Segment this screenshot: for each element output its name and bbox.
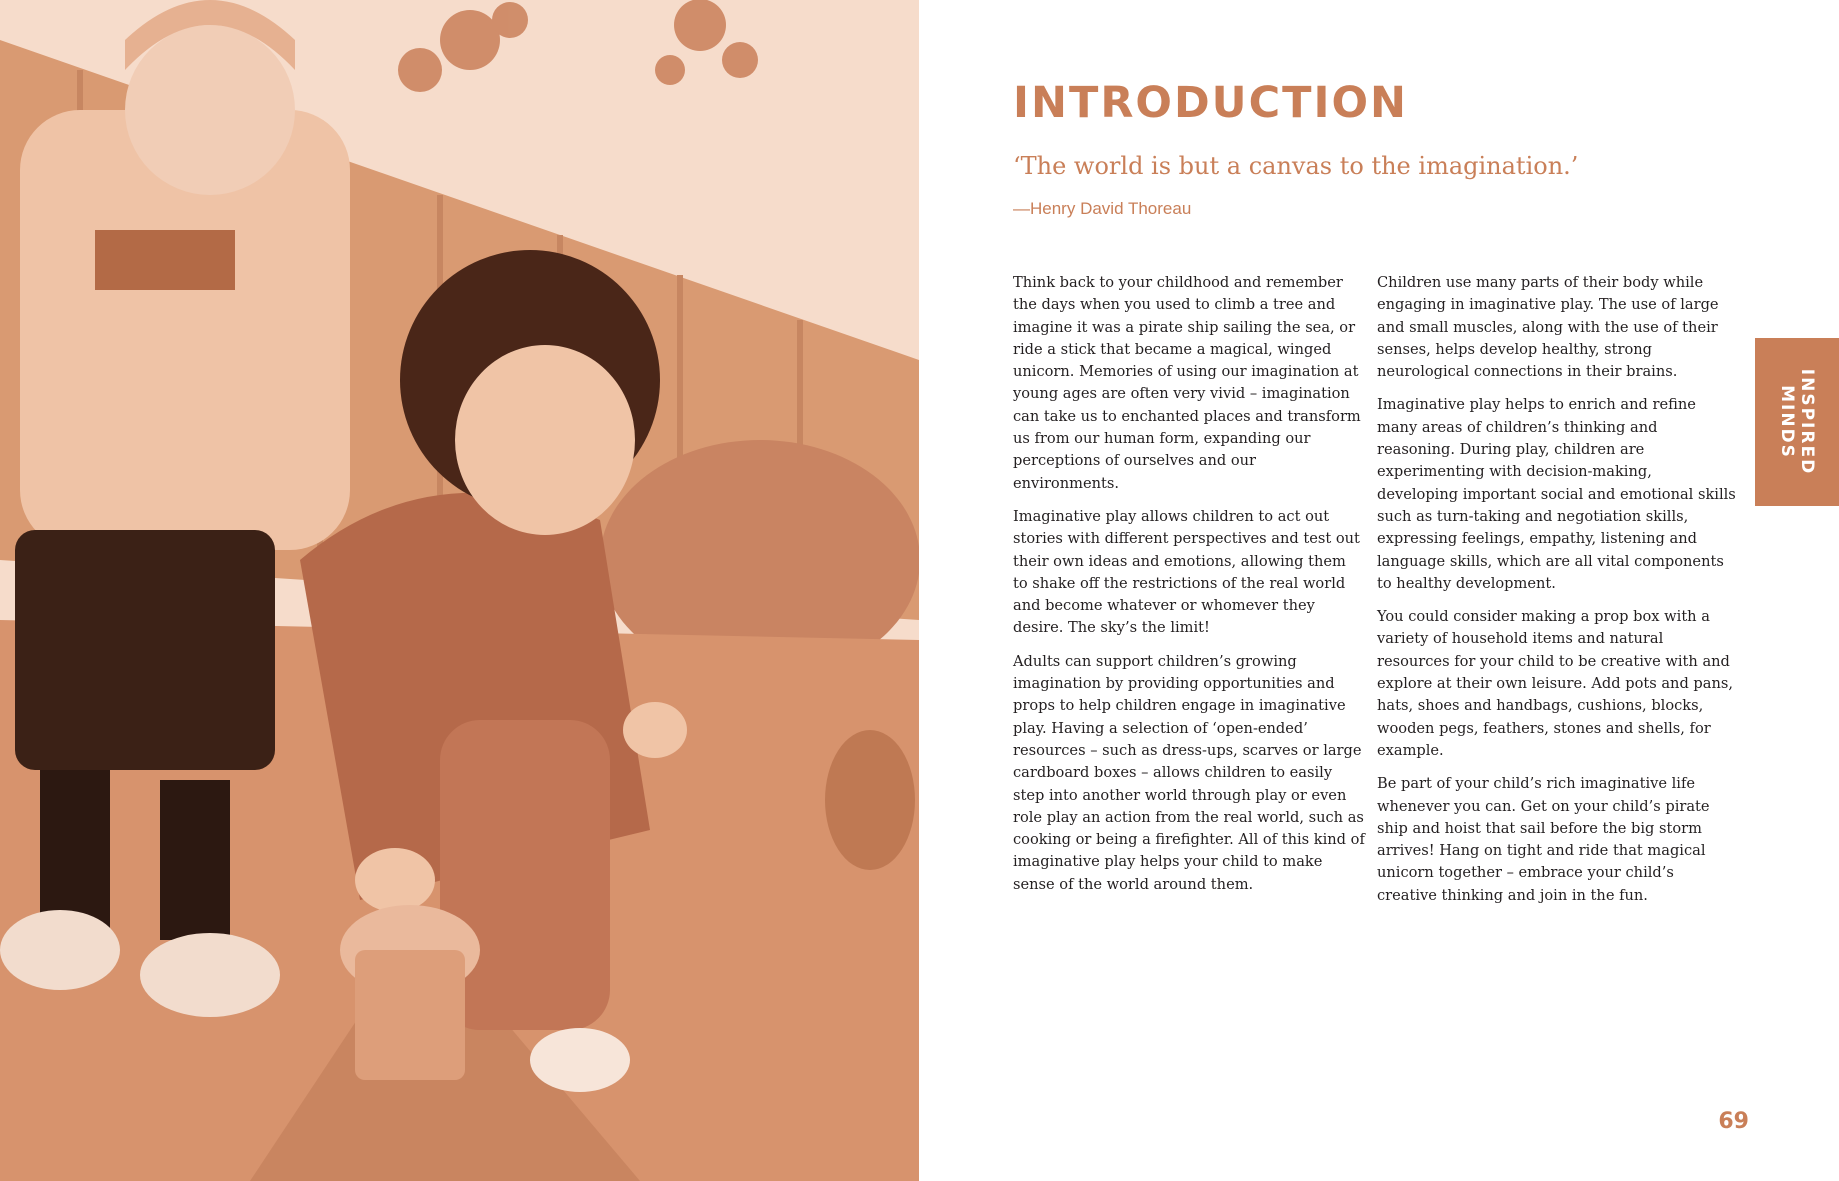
paragraph: Think back to your childhood and remember the days when you used to climb a tree and imagine it was a pirate ship sailing the sea, or ride a stick that became a magical, winged unicorn. Memories of using our imagination at young ages are often very vivid – imagination can take us to enchanted places and transform us from our human form, expanding our perceptions of ourselves and our environments. — [1013, 274, 1361, 492]
paragraph: Imaginative play helps to enrich and refine many areas of children’s thinking and reasoning. During play, children are experimenting with decision-making, developing important social and emotional skills such as turn-taking and negotiation skills, expressing feelings, empathy, listening and language skills, which are all vital components to healthy development. — [1377, 396, 1736, 592]
section-tab-line1: INSPIRED — [1797, 368, 1817, 476]
quote-attribution: —Henry David Thoreau — [1013, 199, 1192, 218]
section-tab-line2: MINDS — [1777, 385, 1797, 459]
body-column-left — [1013, 272, 1365, 907]
epigraph-quote: ‘The world is but a canvas to the imagination.’ — [1013, 152, 1579, 180]
children-playing-photo — [0, 0, 919, 1181]
page-title: INTRODUCTION — [1013, 78, 1409, 128]
paragraph: You could consider making a prop box with a variety of household items and natural resources for your child to be creative with and explore at their own leisure. Add pots and pans, hats, shoes and handbags, cushions, blocks, wooden pegs, feathers, stones and shells, for example. — [1377, 608, 1734, 759]
paragraph: Children use many parts of their body while engaging in imaginative play. The use of large and small muscles, along with the use of their senses, helps develop healthy, strong neurological connections in their brains. — [1377, 274, 1719, 381]
section-tab-label — [1777, 369, 1817, 475]
page-number: 69 — [1718, 1109, 1749, 1134]
paragraph: Be part of your child’s rich imaginative life whenever you can. Get on your child’s pirate ship and hoist that sail before the big storm arrives! Hang on tight and ride that magical unicorn together – embrace your child’s creative thinking and join in the fun. — [1377, 775, 1710, 904]
paragraph: Adults can support children’s growing imagination by providing opportunities and props to help children engage in imaginative play. Having a selection of ‘open-ended’ resources – such as dress-ups, scarves or large cardboard boxes – allows children to easily step into another world through play or even role play an action from the real world, such as cooking or being a firefighter. All of this kind of imaginative play helps your child to make sense of the world around them. — [1013, 652, 1365, 893]
section-tab — [1755, 338, 1839, 506]
photo-sandcastle — [340, 905, 480, 1080]
paragraph: Imaginative play allows children to act out stories with different perspectives and test out their own ideas and emotions, allowing them to shake off the restrictions of the real world and become whatever or whomever they desire. The sky’s the limit! — [1013, 507, 1360, 637]
body-column-right — [1377, 272, 1737, 918]
